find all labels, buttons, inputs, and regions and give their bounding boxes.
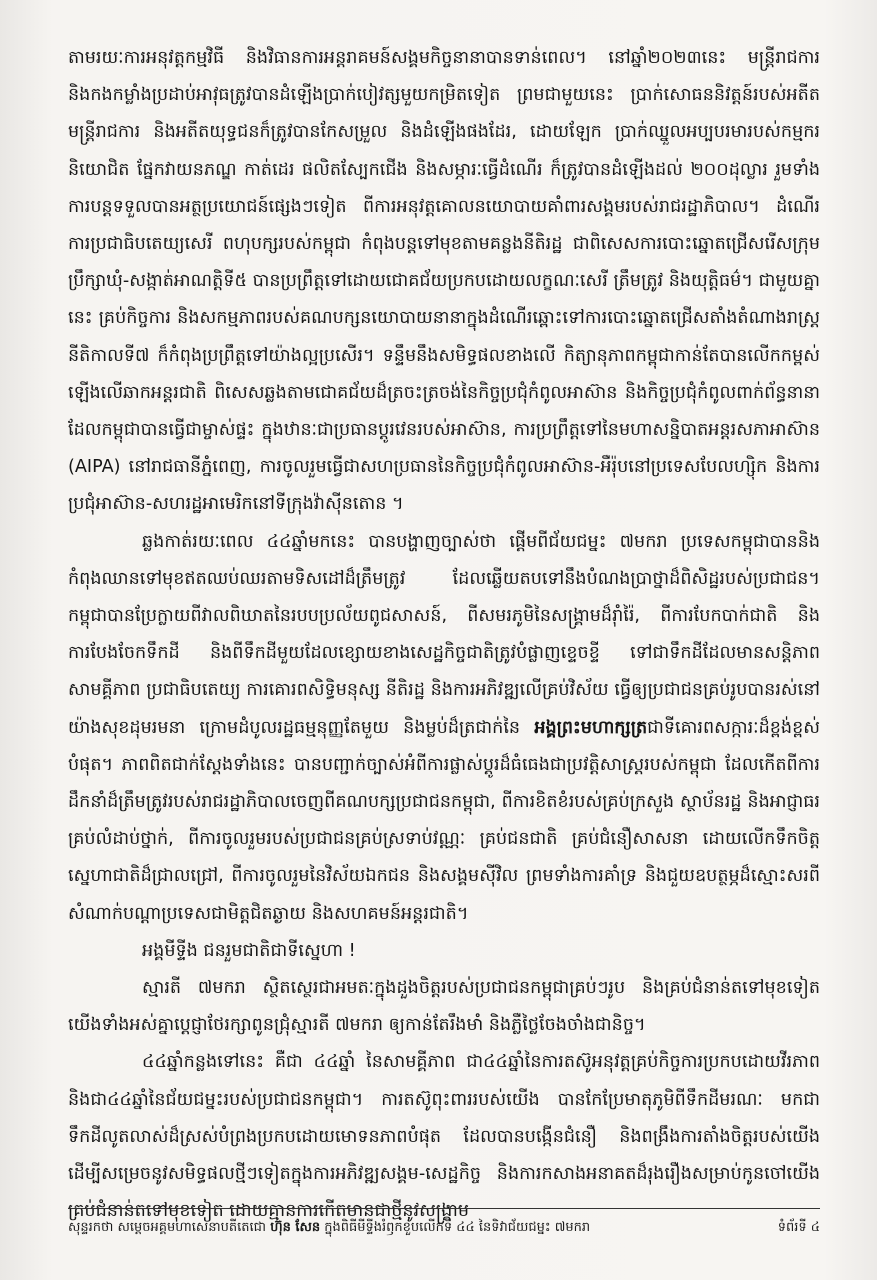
footer-caption-prefix: សុន្ទរកថា សម្តេចអគ្គមហាសេនាបតីតេជោ [68,1220,267,1235]
paragraph-3: ស្មារតី ៧មករា ស្ថិតស្ថេរជាអមតៈក្នុងដួងចិត្តរបស់ប្រជាជនកម្ពុជាគ្រប់ៗរូប និងគ្រប់ជំនាន់តទៅមុខទៀត យើងទាំងអស់គ្នាប្តេជ្ញាថែរក្សាពូនជ្រុំស្មារតី ៧មករា ឲ្យកាន់តែរឹងមាំ និងភ្លឺថ្លៃចែងចាំងជានិច្ច។ [68,978,826,1036]
page-number: ទំព័រទី ៤ [777,1220,820,1235]
paragraph-2-bold-term: អង្គព្រះមហាក្សត្រ [534,717,648,738]
footer-caption-suffix: ក្នុងពិធីមីទ្ទីងរំឭកខួបលើកទី ៤៤ នៃទិវាជ័យជម្នះ ៧មករា [324,1220,591,1235]
paragraph-4: ៤៤ឆ្នាំកន្លងទៅនេះ គឺជា ៤៤ឆ្នាំ នៃសាមគ្គីភាព ជា៤៤ឆ្នាំនៃការតស៊ូអនុវត្តគ្រប់កិច្ចការប្រកបដោយវីរភាព និងជា៤៤ឆ្នាំនៃជ័យជម្នះរបស់ប្រជាជនកម្ពុជា។ ការតស៊ូពុះពាររបស់យើង បានកែប្រែមាតុភូមិពីទឹកដីមរណៈ មកជាទឹកដីលូតលាស់ដ៏ស្រស់បំព្រងប្រកបដោយមោទនភាពបំផុត ដែលបានបង្កើនជំនឿ និងពង្រឹងការតាំងចិត្តរបស់យើង ដើម្បីសម្រេចនូវសមិទ្ធផលថ្មីៗទៀតក្នុងការអភិវឌ្ឍសង្គម-សេដ្ឋកិច្ច និងការកសាងអនាគតដ៏រុងរឿងសម្រាប់កូនចៅយើងគ្រប់ជំនាន់តទៅមុខទៀត ដោយគ្មានការកើតមានជាថ្មីនូវសង្គ្រាម [68,1052,826,1222]
footer-caption [68,1216,590,1240]
paragraph-2-part-b: ជាទីគោរពសក្ការៈដ៏ខ្ពង់ខ្ពស់បំផុត។ ភាពពិតជាក់ស្តែងទាំងនេះ បានបញ្ជាក់ច្បាស់អំពីការផ្លាស់ប្តូរដ៏ធំធេងជាប្រវត្តិសាស្ត្ររបស់កម្ពុជា ដែលកើតពីការដឹកនាំដ៏ត្រឹមត្រូវរបស់រាជរដ្ឋាភិបាលចេញពីគណបក្សប្រជាជនកម្ពុជា, ពីការខិតខំរបស់គ្រប់ក្រសួង ស្ថាប័នរដ្ឋ និងអាជ្ញាធរគ្រប់លំដាប់ថ្នាក់, ពីការចូលរួមរបស់ប្រជាជនគ្រប់ស្រទាប់វណ្ណៈ គ្រប់ជនជាតិ គ្រប់ជំនឿសាសនា ដោយលើកទឹកចិត្តស្នេហាជាតិដ៏ជ្រាលជ្រៅ, ពីការចូលរួមនៃវិស័យឯកជន និងសង្គមស៊ីវិល ព្រមទាំងការគាំទ្រ និងជួយឧបត្ថម្ភដ៏ស្មោះសរពីសំណាក់បណ្តាប្រទេសជាមិត្តជិតឆ្ងាយ និងសហគមន៍អន្តរជាតិ។ [68,717,820,924]
speech-body [68,40,826,1231]
page-footer [68,1216,820,1248]
greeting-line: អង្គមីទ្ទីង ជនរួមជាតិជាទីស្នេហា ! [142,940,356,961]
paragraph-1: តាមរយៈការអនុវត្តកម្មវិធី និងវិធានការអន្តរាគមន៍សង្គមកិច្ចនានាបានទាន់ពេល។ នៅឆ្នាំ២០២៣នេះ មន្ត្រីរាជការ និងកងកម្លាំងប្រដាប់អាវុធត្រូវបានដំឡើងប្រាក់បៀវត្សមួយកម្រិតទៀត ព្រមជាមួយនេះ ប្រាក់សោធននិវត្តន៍របស់អតីតមន្ត្រីរាជការ និងអតីតយុទ្ធជនក៏ត្រូវបានកែសម្រួល និងដំឡើងផងដែរ, ដោយឡែក ប្រាក់ឈ្នួលអប្បបរមារបស់កម្មករ និយោជិត ផ្នែកវាយនភណ្ឌ កាត់ដេរ ផលិតស្បែកជើង និងសម្ភារៈធ្វើដំណើរ ក៏ត្រូវបានដំឡើងដល់ ២០០ដុល្លារ រួមទាំងការបន្តទទួលបានអត្ថប្រយោជន៍ផ្សេងៗទៀត ពីការអនុវត្តគោលនយោបាយគាំពារសង្គមរបស់រាជរដ្ឋាភិបាល។ ដំណើរការប្រជាធិបតេយ្យសេរី ពហុបក្សរបស់កម្ពុជា កំពុងបន្តទៅមុខតាមគន្លងនីតិរដ្ឋ ជាពិសេសការបោះឆ្នោតជ្រើសរើសក្រុមប្រឹក្សាឃុំ-សង្កាត់អាណត្តិទី៥ បានប្រព្រឹត្តទៅដោយជោគជ័យប្រកបដោយលក្ខណៈសេរី ត្រឹមត្រូវ និងយុត្តិធម៌។ ជាមួយគ្នានេះ គ្រប់កិច្ចការ និងសកម្មភាពរបស់គណបក្សនយោបាយនានាក្នុងដំណើរឆ្ពោះទៅការបោះឆ្នោតជ្រើសតាំងតំណាងរាស្ត្រនីតិកាលទី៧ ក៏កំពុងប្រព្រឹត្តទៅយ៉ាងល្អប្រសើរ។ ទន្ទឹមនឹងសមិទ្ធផលខាងលើ កិត្យានុភាពកម្ពុជាកាន់តែបានលើកកម្ពស់ឡើងលើឆាកអន្តរជាតិ ពិសេសឆ្លងតាមជោគជ័យដ៏ត្រចះត្រចង់នៃកិច្ចប្រជុំកំពូលអាស៊ាន និងកិច្ចប្រជុំកំពូលពាក់ព័ន្ធនានា ដែលកម្ពុជាបានធ្វើជាម្ចាស់ផ្ទះ ក្នុងឋានៈជាប្រធានប្តូរវេនរបស់អាស៊ាន, ការប្រព្រឹត្តទៅនៃមហាសន្និបាតអន្តរសភាអាស៊ាន (AIPA) នៅរាជធានីភ្នំពេញ, ការចូលរួមធ្វើជាសហប្រធាននៃកិច្ចប្រជុំកំពូលអាស៊ាន-អឺរ៉ុបនៅប្រទេសបែលហ្ស៊ិក និងការប្រជុំអាស៊ាន-សហរដ្ឋអាមេរិកនៅទីក្រុងវ៉ាស៊ីនតោន ។ [68,48,826,515]
footer-speaker-name: ហ៊ុន សែន [270,1220,321,1235]
paragraph-2 [68,524,826,933]
paragraph-2-part-a: ឆ្លងកាត់រយៈពេល ៤៤ឆ្នាំមកនេះ បានបង្ហាញច្បាស់ថា ផ្តើមពីជ័យជម្នះ ៧មករា ប្រទេសកម្ពុជាបាននិងកំពុងឈានទៅមុខឥតឈប់ឈរតាមទិសដៅដ៏ត្រឹមត្រូវ ដែលឆ្លើយតបទៅនឹងបំណងប្រាថ្នាដ៏ពិសិដ្ឋរបស់ប្រជាជន។ កម្ពុជាបានប្រែក្លាយពីវាលពិឃាតនៃរបបប្រល័យពូជសាសន៍, ពីសមរភូមិនៃសង្គ្រាមដ៏រ៉ាំរ៉ៃ, ពីការបែកបាក់ជាតិ និងការបែងចែកទឹកដី និងពីទឹកដីមួយដែលខ្សោយខាងសេដ្ឋកិច្ចជាតិត្រូវបំផ្លាញខ្ទេចខ្ទី ទៅជាទឹកដីដែលមានសន្តិភាព សាមគ្គីភាព ប្រជាធិបតេយ្យ ការគោរពសិទ្ធិមនុស្ស នីតិរដ្ឋ និងការអភិវឌ្ឍលើគ្រប់វិស័យ ធ្វើឲ្យប្រជាជនគ្រប់រូបបានរស់នៅយ៉ាងសុខដុមរមនា ក្រោមដំបូលរដ្ឋធម្មនុញ្ញតែមួយ និងម្លប់ដ៏ត្រជាក់នៃ [68,531,826,738]
footer-divider [68,1208,820,1209]
